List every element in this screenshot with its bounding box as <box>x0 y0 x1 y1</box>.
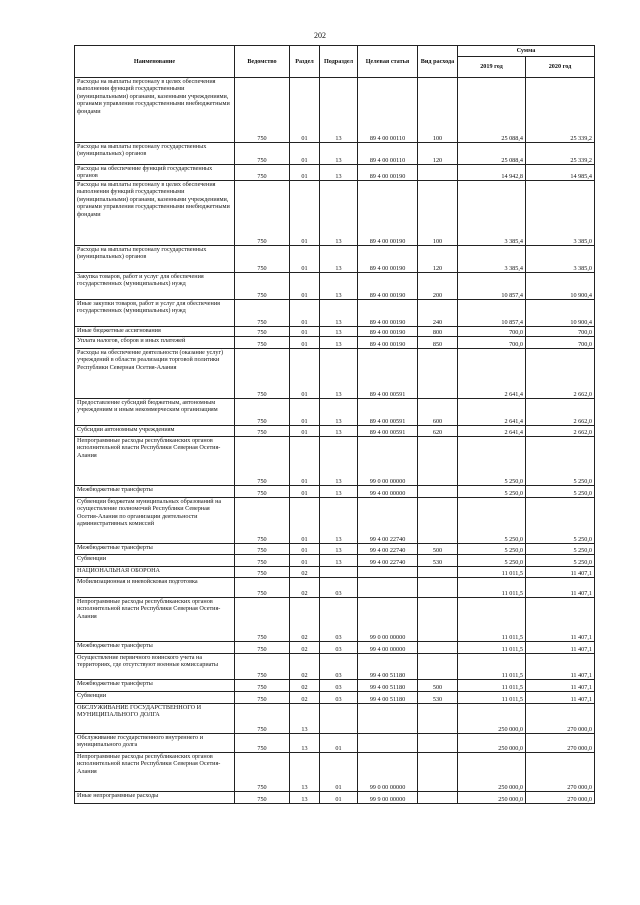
cell-amount-2020: 700,0 <box>526 337 595 349</box>
cell-amount-2019: 3 385,4 <box>458 246 526 273</box>
table-row <box>75 143 595 165</box>
table-row <box>75 544 595 555</box>
cell-target-article: 89 4 00 00190 <box>358 273 418 300</box>
cell-amount-2020: 14 985,4 <box>526 165 595 181</box>
cell-amount-2020: 5 250,0 <box>526 437 595 486</box>
cell-subsection: 13 <box>320 246 358 273</box>
table-row <box>75 692 595 704</box>
cell-department: 750 <box>235 78 290 143</box>
cell-target-article: 99 9 00 00000 <box>358 792 418 804</box>
cell-section: 01 <box>290 498 320 544</box>
cell-section: 02 <box>290 578 320 598</box>
cell-name: Непрограммные расходы республиканских органов исполнительной власти Республики Северная Осетия-Алания <box>75 598 235 642</box>
cell-expense-type <box>418 567 458 578</box>
cell-subsection: 03 <box>320 654 358 680</box>
cell-target-article: 99 4 00 22740 <box>358 555 418 567</box>
cell-section: 01 <box>290 273 320 300</box>
cell-expense-type: 800 <box>418 327 458 337</box>
cell-amount-2019: 700,0 <box>458 337 526 349</box>
cell-section: 01 <box>290 246 320 273</box>
cell-amount-2019: 5 250,0 <box>458 486 526 498</box>
cell-target-article: 99 0 00 00000 <box>358 437 418 486</box>
cell-section: 13 <box>290 734 320 753</box>
cell-expense-type: 120 <box>418 143 458 165</box>
cell-amount-2020: 3 385,0 <box>526 246 595 273</box>
cell-target-article: 89 4 00 00190 <box>358 181 418 246</box>
cell-amount-2020: 2 662,0 <box>526 349 595 399</box>
cell-subsection: 03 <box>320 578 358 598</box>
cell-department: 750 <box>235 692 290 704</box>
cell-department: 750 <box>235 598 290 642</box>
cell-subsection: 13 <box>320 399 358 426</box>
cell-amount-2019: 10 857,4 <box>458 300 526 327</box>
cell-department: 750 <box>235 498 290 544</box>
cell-name: Расходы на обеспечение деятельности (оказание услуг) учреждений в области реализации торговой политики Республики Северная Осетия-Алания <box>75 349 235 399</box>
cell-target-article: 99 4 00 51180 <box>358 654 418 680</box>
cell-expense-type: 600 <box>418 399 458 426</box>
cell-expense-type: 100 <box>418 181 458 246</box>
cell-expense-type <box>418 642 458 654</box>
cell-subsection: 13 <box>320 165 358 181</box>
cell-subsection: 13 <box>320 181 358 246</box>
cell-amount-2020: 2 662,0 <box>526 399 595 426</box>
cell-amount-2020: 10 900,4 <box>526 300 595 327</box>
budget-table <box>74 45 595 804</box>
cell-expense-type: 240 <box>418 300 458 327</box>
cell-section: 02 <box>290 567 320 578</box>
cell-amount-2019: 5 250,0 <box>458 544 526 555</box>
cell-amount-2019: 10 857,4 <box>458 273 526 300</box>
table-row <box>75 426 595 437</box>
cell-department: 750 <box>235 273 290 300</box>
cell-name: Межбюджетные трансферты <box>75 680 235 692</box>
cell-name: Непрограммные расходы республиканских органов исполнительной власти Республики Северная Осетия-Алания <box>75 437 235 486</box>
cell-amount-2020: 270 000,0 <box>526 734 595 753</box>
cell-amount-2020: 11 407,1 <box>526 642 595 654</box>
cell-subsection: 13 <box>320 300 358 327</box>
table-row <box>75 300 595 327</box>
cell-subsection: 13 <box>320 486 358 498</box>
cell-section: 01 <box>290 143 320 165</box>
table-row <box>75 486 595 498</box>
cell-section: 02 <box>290 680 320 692</box>
cell-amount-2019: 2 641,4 <box>458 349 526 399</box>
cell-section: 01 <box>290 555 320 567</box>
cell-target-article: 99 0 00 00000 <box>358 598 418 642</box>
cell-subsection: 13 <box>320 437 358 486</box>
cell-expense-type: 500 <box>418 544 458 555</box>
cell-subsection: 01 <box>320 792 358 804</box>
cell-name: Субвенции <box>75 555 235 567</box>
cell-section: 02 <box>290 598 320 642</box>
cell-amount-2019: 2 641,4 <box>458 399 526 426</box>
cell-department: 750 <box>235 349 290 399</box>
cell-name: Осуществление первичного воинского учета на территориях, где отсутствуют военные комиссариаты <box>75 654 235 680</box>
cell-department: 750 <box>235 399 290 426</box>
cell-amount-2020: 2 662,0 <box>526 426 595 437</box>
header-target-article: Целевая статья <box>358 46 418 78</box>
cell-amount-2020: 10 900,4 <box>526 273 595 300</box>
cell-target-article: 99 4 00 00000 <box>358 486 418 498</box>
cell-amount-2019: 250 000,0 <box>458 734 526 753</box>
cell-subsection: 13 <box>320 544 358 555</box>
table-row <box>75 792 595 804</box>
cell-section: 01 <box>290 426 320 437</box>
cell-expense-type: 200 <box>418 273 458 300</box>
table-row <box>75 680 595 692</box>
cell-subsection: 13 <box>320 555 358 567</box>
cell-subsection: 13 <box>320 337 358 349</box>
cell-expense-type: 850 <box>418 337 458 349</box>
cell-section: 01 <box>290 486 320 498</box>
cell-section: 01 <box>290 327 320 337</box>
cell-target-article: 89 4 00 00190 <box>358 246 418 273</box>
cell-name: Расходы на выплаты персоналу государственных (муниципальных) органов <box>75 246 235 273</box>
cell-amount-2019: 11 011,5 <box>458 692 526 704</box>
cell-expense-type: 530 <box>418 555 458 567</box>
table-row <box>75 437 595 486</box>
cell-name: Межбюджетные трансферты <box>75 642 235 654</box>
table-row <box>75 654 595 680</box>
cell-expense-type <box>418 165 458 181</box>
cell-name: Расходы на выплаты персоналу государственных (муниципальных) органов <box>75 143 235 165</box>
cell-amount-2020: 700,0 <box>526 327 595 337</box>
table-row <box>75 337 595 349</box>
header-sum: Сумма <box>458 46 595 57</box>
cell-expense-type: 530 <box>418 692 458 704</box>
table-row <box>75 327 595 337</box>
header-expense-type: Вид расхода <box>418 46 458 78</box>
cell-department: 750 <box>235 654 290 680</box>
cell-amount-2020: 5 250,0 <box>526 486 595 498</box>
cell-amount-2020: 11 407,1 <box>526 692 595 704</box>
cell-name: Иные непрограммные расходы <box>75 792 235 804</box>
cell-expense-type: 120 <box>418 246 458 273</box>
table-row <box>75 273 595 300</box>
cell-target-article: 89 4 00 00591 <box>358 399 418 426</box>
cell-section: 01 <box>290 78 320 143</box>
cell-subsection: 13 <box>320 327 358 337</box>
cell-target-article: 89 4 00 00190 <box>358 165 418 181</box>
cell-target-article: 99 4 00 00000 <box>358 642 418 654</box>
cell-amount-2020: 3 385,0 <box>526 181 595 246</box>
table-row <box>75 642 595 654</box>
cell-expense-type <box>418 598 458 642</box>
header-subsection: Подраздел <box>320 46 358 78</box>
cell-subsection: 03 <box>320 642 358 654</box>
cell-expense-type: 500 <box>418 680 458 692</box>
cell-name: Расходы на выплаты персоналу в целях обеспечения выполнения функций государственными (муниципальными) органами, казенными учреждениями, органами управления государственными внебюджетными фондами <box>75 181 235 246</box>
cell-department: 750 <box>235 327 290 337</box>
cell-amount-2020: 5 250,0 <box>526 544 595 555</box>
cell-amount-2020: 11 407,1 <box>526 567 595 578</box>
cell-department: 750 <box>235 426 290 437</box>
table-row <box>75 78 595 143</box>
cell-subsection: 01 <box>320 734 358 753</box>
cell-amount-2019: 11 011,5 <box>458 578 526 598</box>
table-row <box>75 704 595 734</box>
cell-amount-2020: 11 407,1 <box>526 680 595 692</box>
cell-target-article: 99 0 00 00000 <box>358 753 418 792</box>
cell-section: 01 <box>290 300 320 327</box>
cell-expense-type <box>418 437 458 486</box>
cell-amount-2020: 5 250,0 <box>526 555 595 567</box>
cell-amount-2019: 11 011,5 <box>458 654 526 680</box>
cell-amount-2019: 11 011,5 <box>458 680 526 692</box>
cell-name: Расходы на выплаты персоналу в целях обеспечения выполнения функций государственными (муниципальными) органами, казенными учреждениями, органами управления государственными внебюджетными фондами <box>75 78 235 143</box>
cell-name: Обслуживание государственного внутреннего и муниципального долга <box>75 734 235 753</box>
cell-name: Мобилизационная и вневойсковая подготовка <box>75 578 235 598</box>
cell-expense-type <box>418 654 458 680</box>
cell-amount-2019: 5 250,0 <box>458 437 526 486</box>
table-row <box>75 349 595 399</box>
table-row <box>75 753 595 792</box>
cell-amount-2020: 11 407,1 <box>526 598 595 642</box>
cell-subsection: 13 <box>320 426 358 437</box>
header-year-2020: 2020 год <box>526 57 595 78</box>
cell-section: 01 <box>290 349 320 399</box>
cell-amount-2019: 5 250,0 <box>458 555 526 567</box>
table-row <box>75 246 595 273</box>
cell-amount-2019: 250 000,0 <box>458 704 526 734</box>
cell-expense-type: 620 <box>418 426 458 437</box>
cell-name: Непрограммные расходы республиканских органов исполнительной власти Республики Северная Осетия-Алания <box>75 753 235 792</box>
cell-amount-2019: 3 385,4 <box>458 181 526 246</box>
table-row <box>75 399 595 426</box>
cell-amount-2020: 25 339,2 <box>526 143 595 165</box>
cell-department: 750 <box>235 143 290 165</box>
cell-subsection: 03 <box>320 692 358 704</box>
cell-amount-2019: 11 011,5 <box>458 567 526 578</box>
cell-subsection <box>320 704 358 734</box>
cell-subsection: 13 <box>320 349 358 399</box>
table-header-row <box>75 46 595 57</box>
cell-name: Межбюджетные трансферты <box>75 544 235 555</box>
table-row <box>75 598 595 642</box>
cell-section: 02 <box>290 654 320 680</box>
cell-amount-2020: 5 250,0 <box>526 498 595 544</box>
cell-target-article: 89 4 00 00110 <box>358 78 418 143</box>
cell-name: ОБСЛУЖИВАНИЕ ГОСУДАРСТВЕННОГО И МУНИЦИПАЛЬНОГО ДОЛГА <box>75 704 235 734</box>
cell-section: 01 <box>290 544 320 555</box>
cell-department: 750 <box>235 165 290 181</box>
cell-section: 13 <box>290 753 320 792</box>
cell-amount-2019: 25 088,4 <box>458 143 526 165</box>
cell-name: Предоставление субсидий бюджетным, автономным учреждениям и иным некоммерческим организациям <box>75 399 235 426</box>
cell-section: 13 <box>290 792 320 804</box>
cell-target-article <box>358 704 418 734</box>
cell-subsection: 13 <box>320 498 358 544</box>
cell-subsection: 03 <box>320 598 358 642</box>
page-number: 202 <box>314 31 326 40</box>
table-row <box>75 498 595 544</box>
cell-section: 13 <box>290 704 320 734</box>
cell-section: 02 <box>290 692 320 704</box>
cell-expense-type <box>418 704 458 734</box>
cell-department: 750 <box>235 437 290 486</box>
cell-expense-type <box>418 753 458 792</box>
cell-expense-type: 100 <box>418 78 458 143</box>
cell-amount-2019: 250 000,0 <box>458 792 526 804</box>
cell-amount-2020: 270 000,0 <box>526 704 595 734</box>
cell-department: 750 <box>235 753 290 792</box>
cell-amount-2020: 25 339,2 <box>526 78 595 143</box>
cell-amount-2019: 11 011,5 <box>458 598 526 642</box>
cell-name: Закупка товаров, работ и услуг для обеспечения государственных (муниципальных) нужд <box>75 273 235 300</box>
cell-target-article: 99 4 00 22740 <box>358 544 418 555</box>
cell-department: 750 <box>235 337 290 349</box>
header-section: Раздел <box>290 46 320 78</box>
cell-expense-type <box>418 578 458 598</box>
cell-amount-2020: 11 407,1 <box>526 578 595 598</box>
cell-name: Субвенции <box>75 692 235 704</box>
table-row <box>75 567 595 578</box>
cell-name: Субсидии автономным учреждениям <box>75 426 235 437</box>
cell-target-article <box>358 734 418 753</box>
cell-target-article: 89 4 00 00190 <box>358 327 418 337</box>
cell-amount-2019: 2 641,4 <box>458 426 526 437</box>
cell-amount-2019: 700,0 <box>458 327 526 337</box>
cell-department: 750 <box>235 181 290 246</box>
cell-target-article: 99 4 00 51180 <box>358 680 418 692</box>
header-department: Ведомство <box>235 46 290 78</box>
cell-department: 750 <box>235 734 290 753</box>
cell-department: 750 <box>235 300 290 327</box>
cell-amount-2019: 5 250,0 <box>458 498 526 544</box>
cell-section: 01 <box>290 437 320 486</box>
cell-department: 750 <box>235 578 290 598</box>
cell-department: 750 <box>235 704 290 734</box>
cell-target-article: 89 4 00 00591 <box>358 349 418 399</box>
cell-department: 750 <box>235 642 290 654</box>
cell-department: 750 <box>235 792 290 804</box>
cell-target-article <box>358 567 418 578</box>
cell-expense-type <box>418 486 458 498</box>
cell-section: 01 <box>290 165 320 181</box>
cell-target-article: 89 4 00 00110 <box>358 143 418 165</box>
table-row <box>75 734 595 753</box>
cell-section: 02 <box>290 642 320 654</box>
cell-department: 750 <box>235 246 290 273</box>
cell-name: Иные закупки товаров, работ и услуг для обеспечения государственных (муниципальных) нужд <box>75 300 235 327</box>
cell-target-article: 89 4 00 00591 <box>358 426 418 437</box>
cell-section: 01 <box>290 181 320 246</box>
cell-amount-2019: 25 088,4 <box>458 78 526 143</box>
cell-section: 01 <box>290 399 320 426</box>
table-body <box>75 78 595 804</box>
cell-subsection <box>320 567 358 578</box>
table-row <box>75 555 595 567</box>
cell-amount-2020: 270 000,0 <box>526 792 595 804</box>
cell-name: НАЦИОНАЛЬНАЯ ОБОРОНА <box>75 567 235 578</box>
cell-expense-type <box>418 498 458 544</box>
header-name: Наименование <box>75 46 235 78</box>
cell-target-article <box>358 578 418 598</box>
cell-amount-2019: 14 942,8 <box>458 165 526 181</box>
cell-target-article: 89 4 00 00190 <box>358 337 418 349</box>
cell-expense-type <box>418 792 458 804</box>
cell-target-article: 89 4 00 00190 <box>358 300 418 327</box>
table-row <box>75 181 595 246</box>
cell-amount-2019: 250 000,0 <box>458 753 526 792</box>
cell-subsection: 01 <box>320 753 358 792</box>
table-row <box>75 578 595 598</box>
cell-department: 750 <box>235 680 290 692</box>
cell-amount-2019: 11 011,5 <box>458 642 526 654</box>
cell-name: Расходы на обеспечение функций государственных органов <box>75 165 235 181</box>
header-year-2019: 2019 год <box>458 57 526 78</box>
cell-name: Иные бюджетные ассигнования <box>75 327 235 337</box>
cell-expense-type <box>418 349 458 399</box>
cell-amount-2020: 11 407,1 <box>526 654 595 680</box>
table-row <box>75 165 595 181</box>
cell-expense-type <box>418 734 458 753</box>
cell-subsection: 13 <box>320 78 358 143</box>
cell-department: 750 <box>235 555 290 567</box>
cell-department: 750 <box>235 544 290 555</box>
cell-section: 01 <box>290 337 320 349</box>
cell-department: 750 <box>235 486 290 498</box>
cell-name: Уплата налогов, сборов и иных платежей <box>75 337 235 349</box>
cell-subsection: 03 <box>320 680 358 692</box>
cell-department: 750 <box>235 567 290 578</box>
cell-subsection: 13 <box>320 273 358 300</box>
cell-target-article: 99 4 00 51180 <box>358 692 418 704</box>
cell-amount-2020: 270 000,0 <box>526 753 595 792</box>
cell-name: Субвенции бюджетам муниципальных образований на осуществление полномочий Республики Северная Осетия-Алания по организации деятельности административных комиссий <box>75 498 235 544</box>
cell-name: Межбюджетные трансферты <box>75 486 235 498</box>
cell-target-article: 99 4 00 22740 <box>358 498 418 544</box>
cell-subsection: 13 <box>320 143 358 165</box>
